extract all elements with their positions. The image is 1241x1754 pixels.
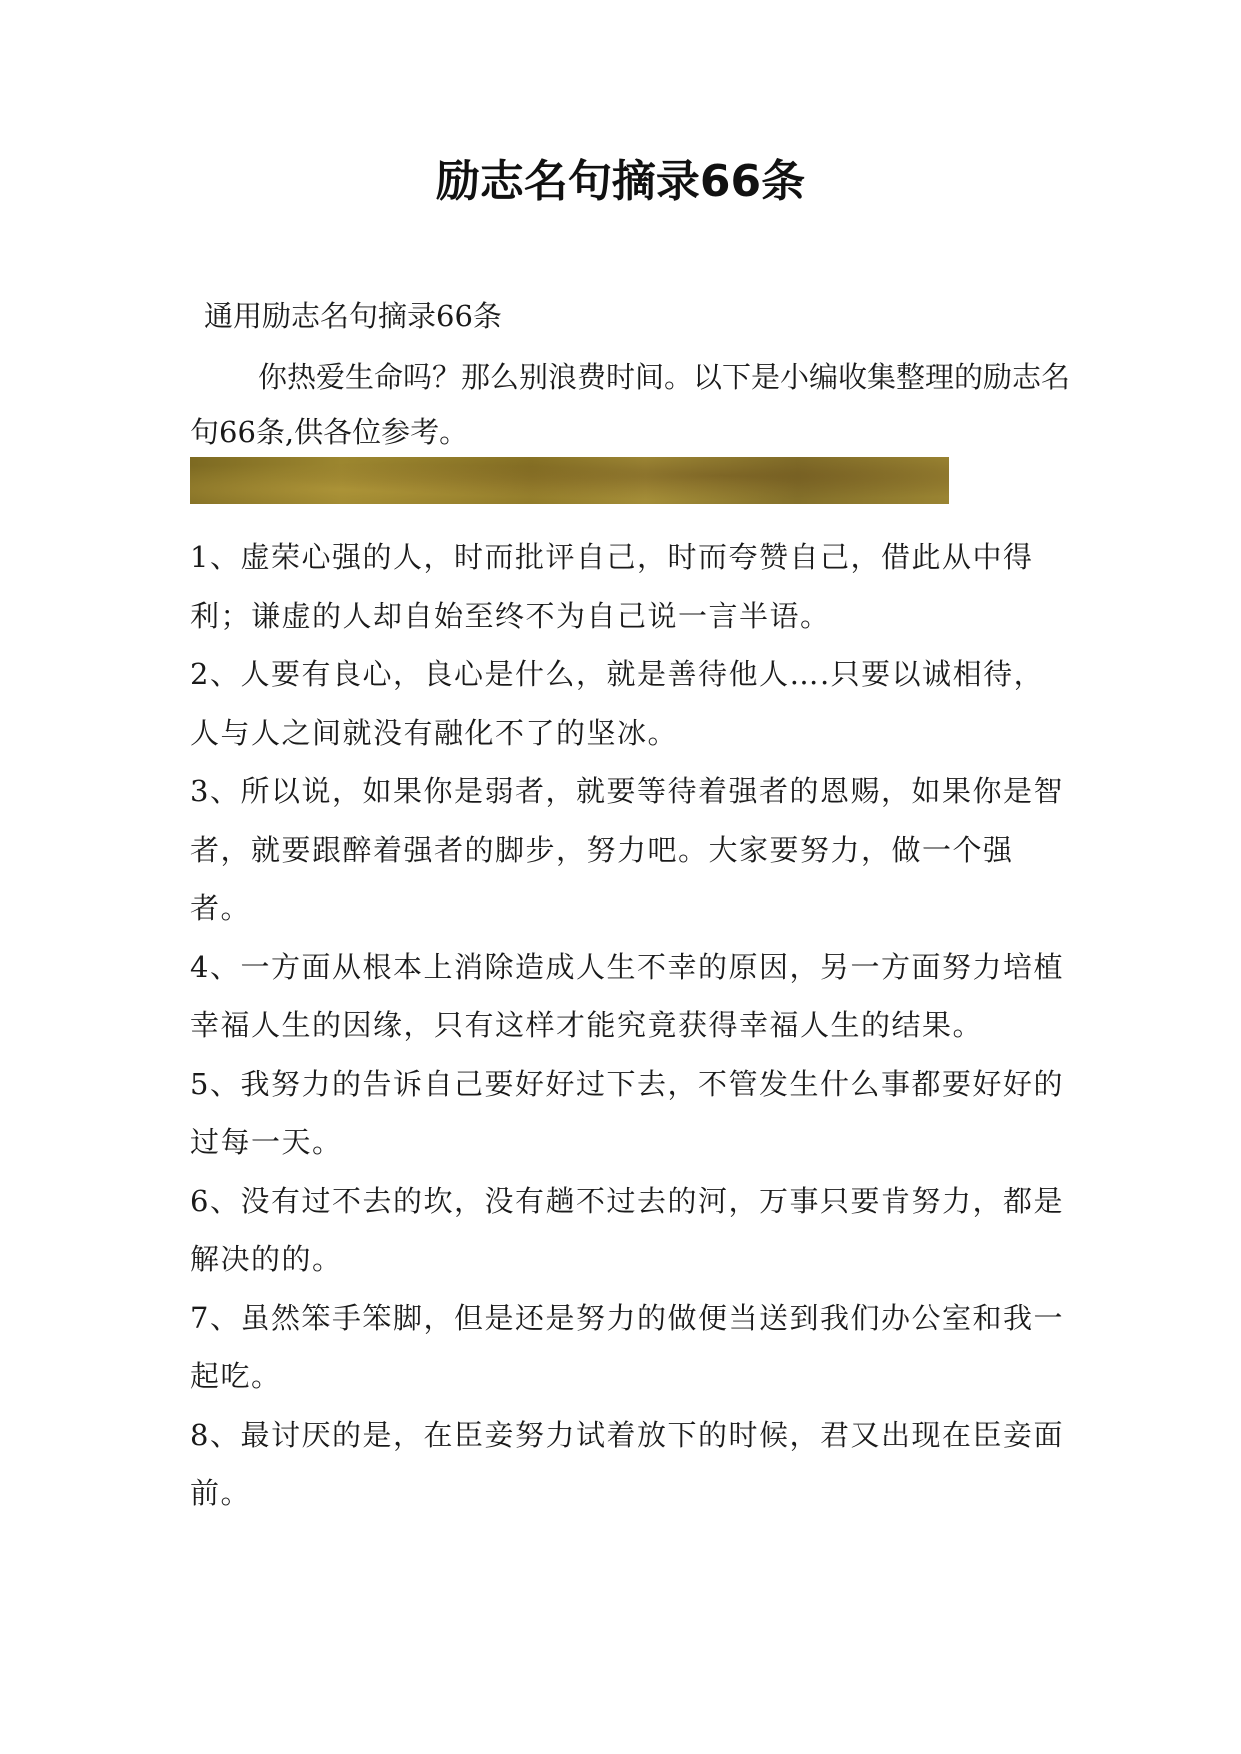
- quote-list: [190, 528, 1070, 1523]
- quote-item: 8、最讨厌的是，在臣妾努力试着放下的时候，君又出现在臣妾面前。: [190, 1417, 1064, 1510]
- document-subtitle: 通用励志名句摘录66条: [204, 299, 502, 333]
- document-title: 励志名句摘录66条: [435, 156, 806, 207]
- quote-item: 5、我努力的告诉自己要好好过下去，不管发生什么事都要好好的过每一天。: [190, 1066, 1064, 1159]
- intro-paragraph: 你热爱生命吗？那么别浪费时间。以下是小编收集整理的励志名句66条,供各位参考。: [190, 360, 1071, 449]
- quote-item: 2、人要有良心，良心是什么，就是善待他人….只要以诚相待，人与人之间就没有融化不了的坚冰。: [190, 657, 1045, 750]
- quote-item: 6、没有过不去的坎，没有趟不过去的河，万事只要肯努力，都是解决的的。: [190, 1183, 1064, 1276]
- quote-item: 7、虽然笨手笨脚，但是还是努力的做便当送到我们办公室和我一起吃。: [190, 1300, 1064, 1393]
- quote-item: 3、所以说，如果你是弱者，就要等待着强者的恩赐，如果你是智者，就要跟醉着强者的脚步，努力吧。大家要努力，做一个强者。: [190, 774, 1064, 925]
- banner-image: [190, 457, 949, 504]
- quote-item: 1、虚荣心强的人，时而批评自己，时而夸赞自己，借此从中得利；谦虚的人却自始至终不为自己说一言半语。: [190, 540, 1034, 633]
- quote-item: 4、一方面从根本上消除造成人生不幸的原因，另一方面努力培植幸福人生的因缘，只有这样才能究竟获得幸福人生的结果。: [190, 949, 1064, 1042]
